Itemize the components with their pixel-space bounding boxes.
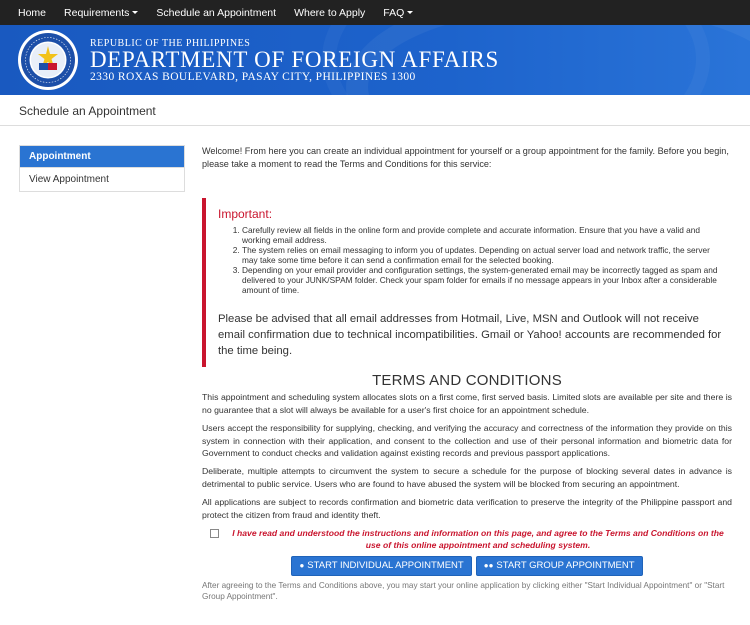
chevron-down-icon xyxy=(132,11,138,14)
terms-paragraph: This appointment and scheduling system allocates slots on a first come, first served basis. Limited slots are available per site and there is no guarantee that a slot will always be available for a user's first choice for an appointment schedule. xyxy=(202,392,732,415)
agree-checkbox[interactable] xyxy=(210,529,219,538)
page-header xyxy=(0,95,750,126)
welcome-text: Welcome! From here you can create an individual appointment for yourself or a group appointment for the family. Before you begin, please take a moment to read the Terms and Conditions for this service: xyxy=(202,146,729,169)
list-item: 1. Carefully review all fields in the online form and provide complete and accurate information. Ensure that you have a valid and working email address. xyxy=(242,225,726,245)
terms-paragraph: All applications are subject to records confirmation and biometric data verification to preserve the integrity of the Philippine passport and protect the citizen from fraud and identity theft. xyxy=(202,497,732,520)
important-notice xyxy=(202,198,732,367)
nav-schedule[interactable]: Schedule an Appointment xyxy=(156,6,277,19)
nav-faq-label: FAQ xyxy=(383,6,405,19)
page-title: Schedule an Appointment xyxy=(19,104,156,118)
sidebar-item-view-appointment[interactable]: View Appointment xyxy=(20,167,184,191)
chevron-down-icon xyxy=(407,11,413,14)
nav-home[interactable]: Home xyxy=(18,6,47,19)
dfa-seal-logo xyxy=(17,29,79,91)
terms-title: TERMS AND CONDITIONS xyxy=(372,371,562,389)
start-group-label: START GROUP APPOINTMENT xyxy=(496,560,635,572)
top-navbar xyxy=(0,0,750,25)
banner-republic: REPUBLIC OF THE PHILIPPINES xyxy=(90,38,251,49)
agree-row xyxy=(202,527,732,551)
header-banner xyxy=(0,25,750,95)
user-icon: ● xyxy=(299,561,305,571)
banner-address: 2330 ROXAS BOULEVARD, PASAY CITY, PHILIPPINES 1300 xyxy=(90,71,416,83)
list-item: 3. Depending on your email provider and configuration settings, the system-generated email may be incorrectly tagged as spam and delivered to your JUNK/SPAM folder. Check your spam folder for emails if no message appears in your Inbox after a considerable amount of time. xyxy=(242,265,726,295)
list-item: 2. The system relies on email messaging to inform you of updates. Depending on actual server load and network traffic, the server may take some time before it can send a confirmation email for the selected booking. xyxy=(242,245,726,265)
nav-requirements[interactable] xyxy=(64,7,138,19)
nav-where-to-apply[interactable]: Where to Apply xyxy=(294,6,366,19)
after-agree-text: After agreeing to the Terms and Conditions above, you may start your online application by clicking either "Start Individual Appointment" or "Start Group Appointment". xyxy=(202,581,725,602)
nav-faq[interactable] xyxy=(383,7,413,19)
important-title: Important: xyxy=(218,207,273,222)
start-group-button[interactable] xyxy=(476,556,643,576)
nav-requirements-label: Requirements xyxy=(64,6,130,19)
start-individual-label: START INDIVIDUAL APPOINTMENT xyxy=(307,560,464,572)
email-advisory: Please be advised that all email addresses from Hotmail, Live, MSN and Outlook will not receive email confirmation due to technical incompatibilities. Gmail or Yahoo! accounts are recommended for the time being. xyxy=(218,312,722,357)
start-individual-button[interactable] xyxy=(291,556,471,576)
important-list xyxy=(218,225,726,295)
terms-paragraph: Users accept the responsibility for supplying, checking, and verifying the accuracy and correctness of the information they provide on this system in connection with their application, and consent to the collection and use of their personal information and biometric data for Government to conduct checks and validation against existing records and previous passport applications. xyxy=(202,423,732,458)
terms-paragraph: Deliberate, multiple attempts to circumvent the system to secure a schedule for the purpose of blocking several dates in advance is detrimental to public service. Users who are found to have abused the system will be blocked from securing an appointment. xyxy=(202,466,732,489)
main-content xyxy=(202,145,732,602)
banner-department: DEPARTMENT OF FOREIGN AFFAIRS xyxy=(90,47,499,72)
button-row xyxy=(202,556,732,576)
sidebar-item-appointment[interactable]: Appointment xyxy=(20,146,184,167)
agree-label: I have read and understood the instructions and information on this page, and agree to the Terms and Conditions on the use of this online appointment and scheduling system. xyxy=(232,528,724,551)
banner-title-block xyxy=(90,38,499,83)
sidebar xyxy=(19,145,185,192)
users-icon: ●● xyxy=(483,561,494,571)
